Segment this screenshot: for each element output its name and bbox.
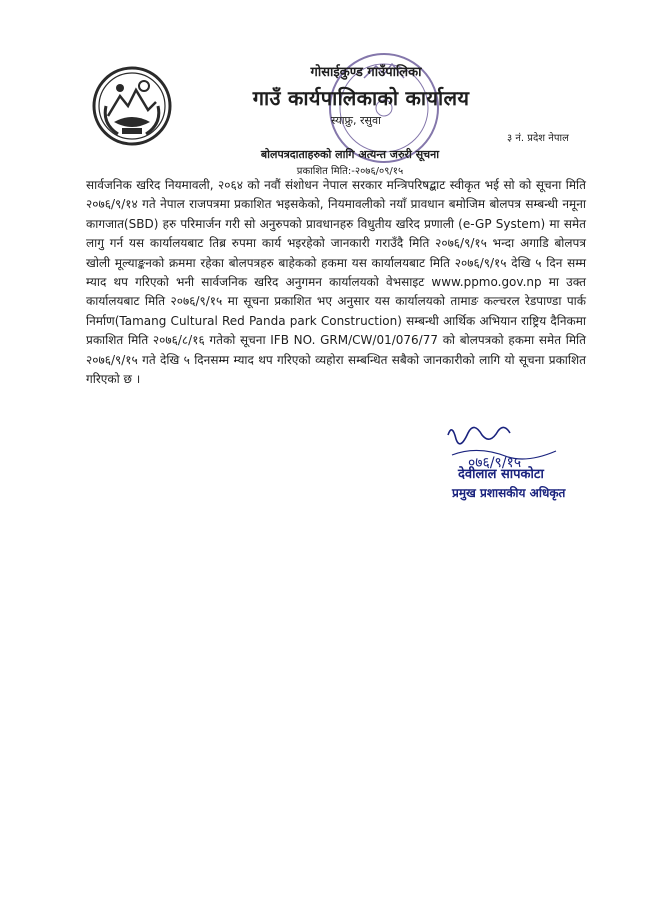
office-title: गाउँ कार्यपालिकाको कार्यालय: [252, 86, 470, 110]
signatory-name: देवीलाल सापकोटा: [458, 467, 544, 482]
notice-body-paragraph: सार्वजनिक खरिद नियमावली, २०६४ को नवौं संशोधन नेपाल सरकार मन्त्रिपरिषद्बाट स्वीकृत भई सो को सूचना मिति २०७६/९/१४ गते नेपाल राजपत्रमा प्रकाशित भइसकेको, नियमावलीको नयाँ प्रावधान बमोजिम बोलपत्र सम्बन्धी नमूना कागजात(SBD) हरु परिमार्जन गरी सो अनुरुपको प्रावधानहरु विधुतीय खरिद प्रणाली (e-GP System) मा समेत लागु गर्न यस कार्यालयबाट तिब्र रुपमा कार्य भइरहेको जानकारी गराउँदै मिति २०७६/९/१५ भन्दा अगाडि बोलपत्र खोली मूल्याङ्कनको क्रममा रहेका बोलपत्रहरु बाहेकको हकमा यस कार्यालयबाट मिति २०७६/९/१५ देखि ५ दिन सम्म म्याद थप गरिएको भनी सार्वजनिक खरिद अनुगमन कार्यालयको वेभसाइट www.ppmo.gov.np मा उक्त कार्यालयबाट मिति २०७६/९/१५ मा सूचना प्रकाशित भए अनुसार यस कार्यालयको तामाङ कल्चरल रेडपाण्डा पार्क निर्माण(Tamang Cultural Red Panda park Construction) सम्बन्धी आर्थिक अभियान राष्ट्रिय दैनिकमा प्रकाशित मिति २०७६/८/१६ गतेको सूचना IFB NO. GRM/CW/01/076/77 को बोलपत्रको हकमा समेत मिति २०७६/९/१५ गते देखि ५ दिनसम्म म्याद थप गरिएको व्यहोरा सम्बन्धित सबैको जानकारीको लागि यो सूचना प्रकाशित गरिएको छ ।: [86, 178, 586, 387]
signature-date: ०७६/९/१५: [468, 455, 522, 471]
office-address: स्याफ्रु, रसुवा: [331, 114, 381, 127]
published-date: प्रकाशित मिति:-२०७६/०९/१५: [296, 166, 404, 177]
province-label: ३ नं. प्रदेश नेपाल: [507, 133, 569, 144]
notice-subject: बोलपत्रदाताहरुको लागि अत्यन्त जरुरी सूचना: [260, 148, 440, 161]
municipality-name: गोसाईकुण्ड गाउँपालिका: [310, 65, 422, 80]
signatory-title: प्रमुख प्रशासकीय अधिकृत: [452, 486, 566, 500]
